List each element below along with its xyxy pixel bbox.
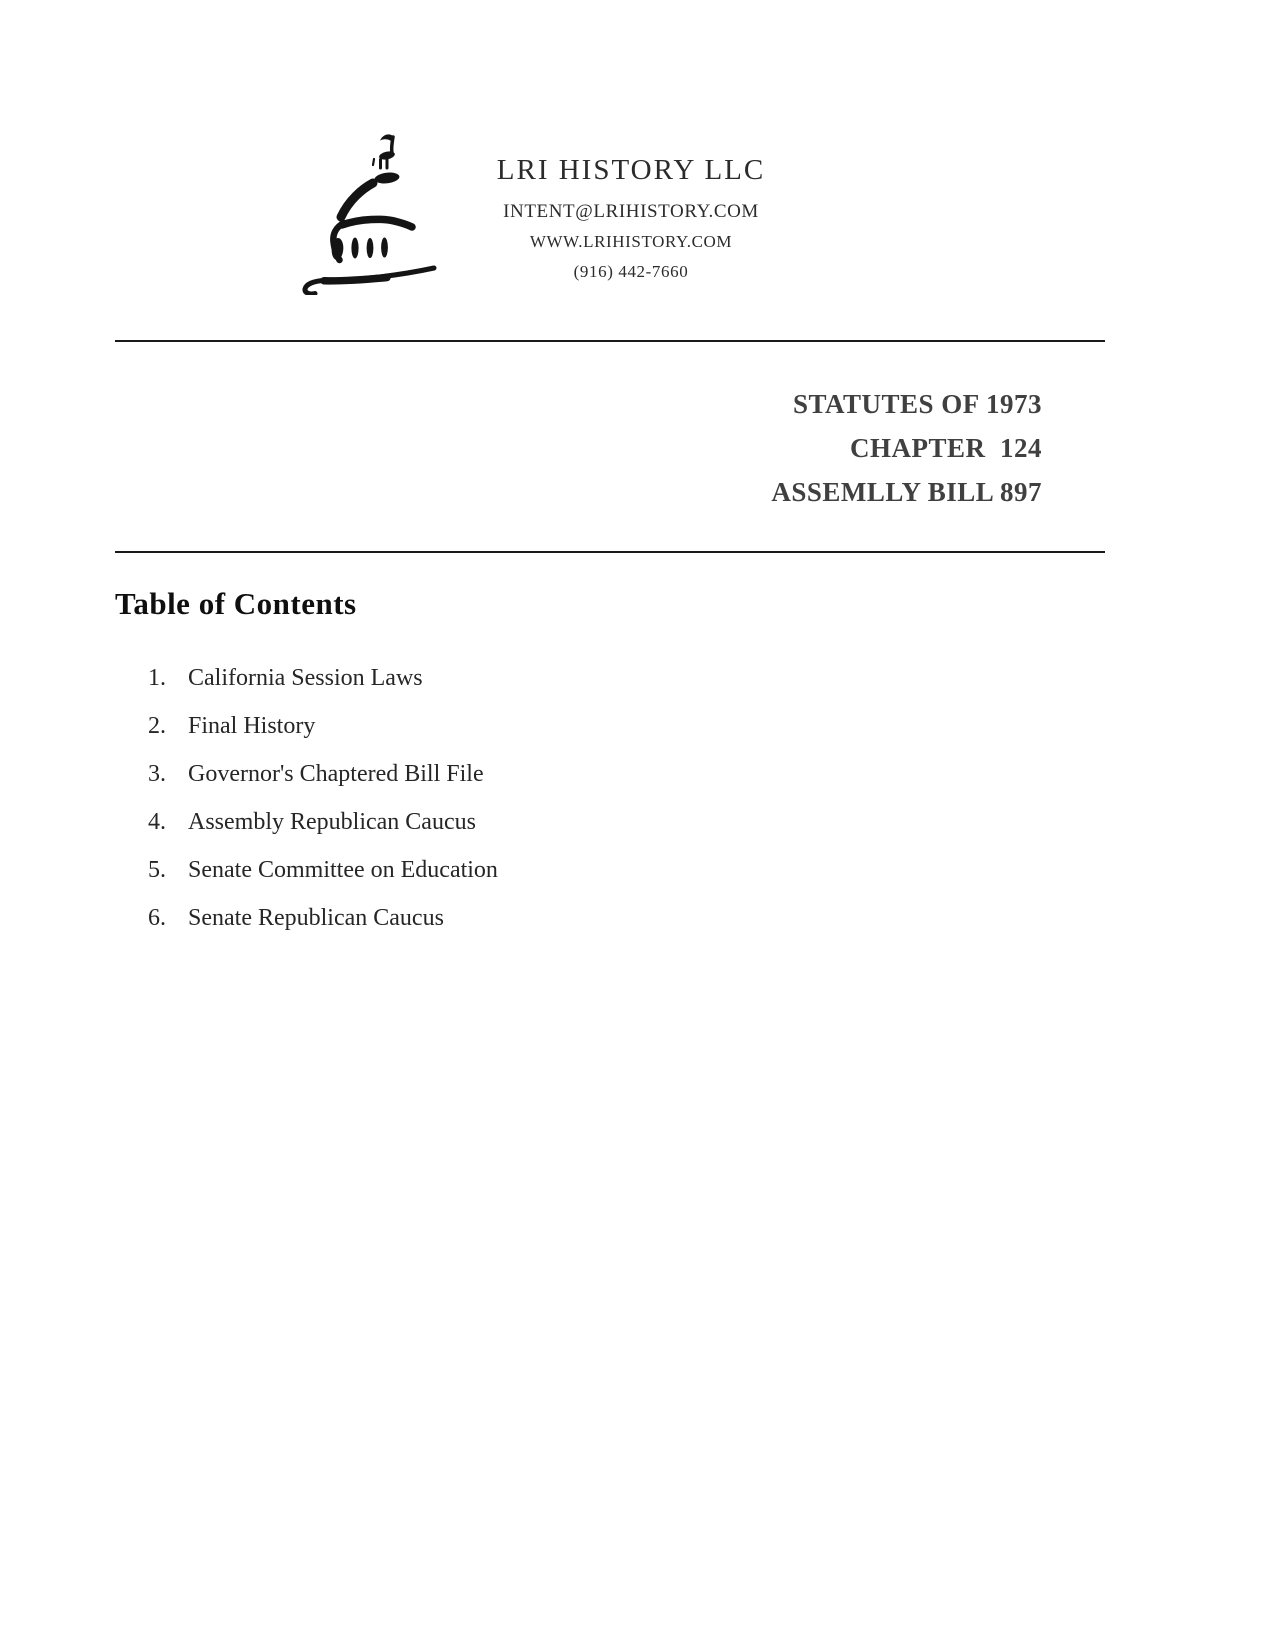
bottom-divider	[115, 551, 1105, 553]
toc-item-number: 5.	[148, 857, 166, 883]
statutes-year-line: STATUTES OF 1973	[792, 389, 1042, 419]
toc-item	[115, 853, 1105, 901]
toc-item-label: Senate Republican Caucus	[188, 905, 444, 931]
table-of-contents	[115, 585, 1105, 949]
top-divider	[115, 340, 1105, 342]
chapter-line: CHAPTER 124	[849, 433, 1042, 463]
toc-item	[115, 805, 1105, 853]
toc-item-number: 6.	[148, 905, 166, 931]
toc-item	[115, 757, 1105, 805]
company-website: WWW.LRIHISTORY.COM	[529, 232, 733, 251]
title-block	[771, 382, 1042, 514]
letterhead	[131, 152, 1131, 287]
toc-item-label: Senate Committee on Education	[188, 857, 498, 883]
toc-item	[115, 709, 1105, 757]
toc-item-number: 4.	[148, 809, 166, 835]
toc-list	[115, 661, 1105, 949]
toc-item-number: 1.	[148, 665, 166, 691]
toc-item-label: California Session Laws	[188, 665, 423, 691]
toc-item-number: 3.	[148, 761, 166, 787]
toc-item-label: Assembly Republican Caucus	[188, 809, 476, 835]
company-phone: (916) 442-7660	[573, 262, 689, 281]
toc-item-label: Final History	[188, 713, 316, 739]
company-email: INTENT@LRIHISTORY.COM	[503, 201, 759, 222]
toc-heading: Table of Contents	[115, 586, 357, 621]
company-name: LRI HISTORY LLC	[496, 154, 766, 186]
toc-item	[115, 661, 1105, 709]
toc-item-number: 2.	[148, 713, 166, 739]
toc-item	[115, 901, 1105, 949]
toc-item-label: Governor's Chaptered Bill File	[188, 761, 484, 787]
assembly-bill-line: ASSEMLLY BILL 897	[771, 477, 1042, 507]
